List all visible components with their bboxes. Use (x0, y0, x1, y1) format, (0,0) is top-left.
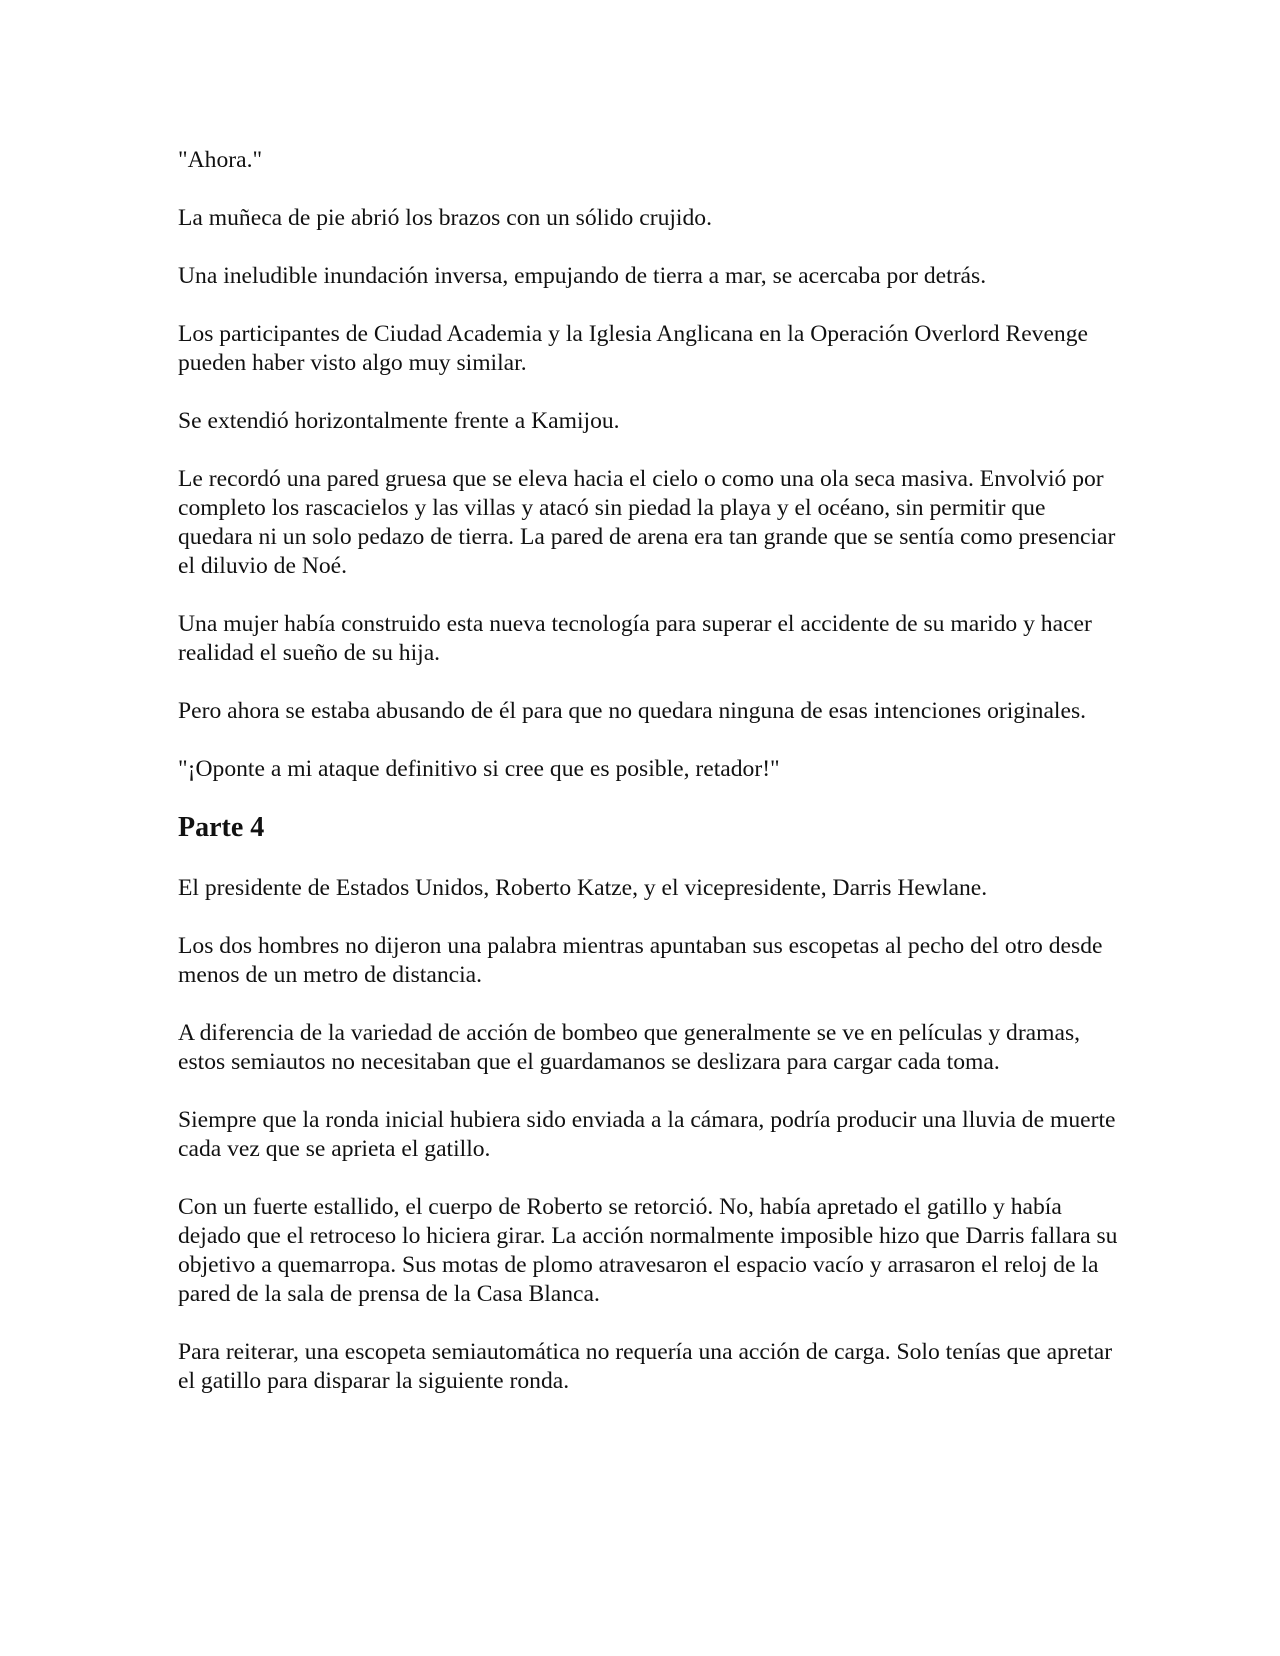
document-page (178, 146, 1118, 1425)
paragraph: El presidente de Estados Unidos, Roberto Katze, y el vicepresidente, Darris Hewlane. (178, 875, 988, 901)
paragraph: Se extendió horizontalmente frente a Kamijou. (178, 408, 620, 434)
paragraph: Los dos hombres no dijeron una palabra mientras apuntaban sus escopetas al pecho del otro desde menos de un metro de distancia. (178, 933, 1103, 988)
paragraph: "¡Oponte a mi ataque definitivo si cree que es posible, retador!" (178, 756, 780, 782)
paragraph: Pero ahora se estaba abusando de él para que no quedara ninguna de esas intenciones originales. (178, 698, 1087, 724)
paragraph: Para reiterar, una escopeta semiautomática no requería una acción de carga. Solo tenías que apretar el gatillo para disparar la siguiente ronda. (178, 1339, 1113, 1394)
paragraph: Siempre que la ronda inicial hubiera sido enviada a la cámara, podría producir una lluvia de muerte cada vez que se aprieta el gatillo. (178, 1107, 1116, 1162)
paragraph: A diferencia de la variedad de acción de bombeo que generalmente se ve en películas y dramas, estos semiautos no necesitaban que el guardamanos se deslizara para cargar cada toma. (178, 1020, 1081, 1075)
paragraph: Con un fuerte estallido, el cuerpo de Roberto se retorció. No, había apretado el gatillo y había dejado que el retroceso lo hiciera girar. La acción normalmente imposible hizo que Darris fallara su objetivo a quemarropa. Sus motas de plomo atravesaron el espacio vacío y arrasaron el reloj de la pared de la sala de prensa de la Casa Blanca. (178, 1194, 1118, 1307)
paragraph: "Ahora." (178, 147, 263, 173)
section-heading: Parte 4 (178, 812, 265, 843)
paragraph: Una mujer había construido esta nueva tecnología para superar el accidente de su marido y hacer realidad el sueño de su hija. (178, 611, 1092, 666)
paragraph: Los participantes de Ciudad Academia y la Iglesia Anglicana en la Operación Overlord Revenge pueden haber visto algo muy similar. (178, 321, 1088, 376)
paragraph: Una ineludible inundación inversa, empujando de tierra a mar, se acercaba por detrás. (178, 263, 987, 289)
paragraph: Le recordó una pared gruesa que se eleva hacia el cielo o como una ola seca masiva. Envolvió por completo los rascacielos y las villas y atacó sin piedad la playa y el océano, sin permitir que quedara ni un solo pedazo de tierra. La pared de arena era tan grande que se sentía como presenciar el diluvio de Noé. (178, 466, 1116, 579)
paragraph: La muñeca de pie abrió los brazos con un sólido crujido. (178, 205, 712, 231)
